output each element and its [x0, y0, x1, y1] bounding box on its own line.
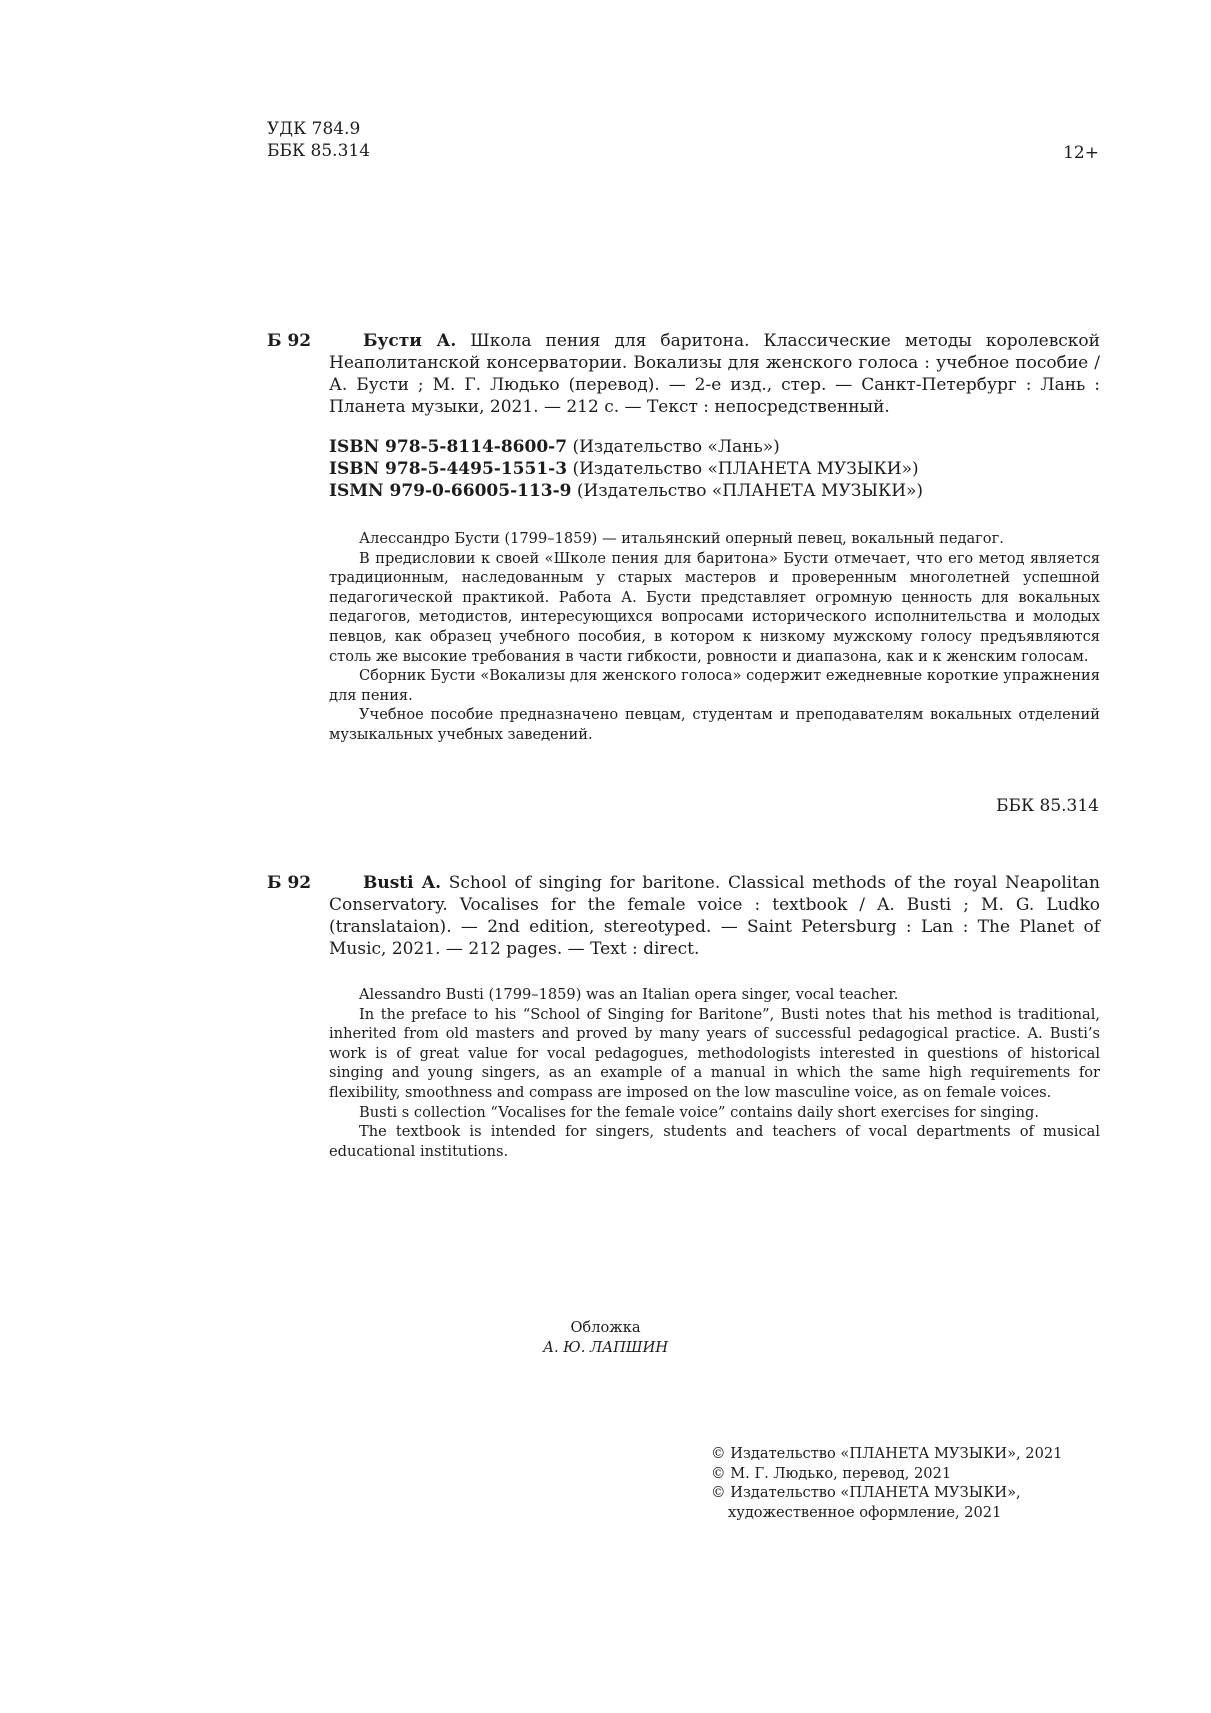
cover-designer: А. Ю. ЛАПШИН: [542, 1338, 669, 1356]
udk-code: УДК 784.9: [267, 119, 361, 139]
bibliographic-record-ru: [329, 330, 1100, 418]
annotation-en: [329, 985, 1100, 1161]
identifier-row: [329, 458, 1100, 480]
annotation-paragraph: In the preface to his “School of Singing for Baritone”, Busti notes that his method is traditional, inherited from old masters and proved by many years of successful pedagogical practice. A. Busti’s work is of great value for vocal pedagogues, methodologists interested in questions of historical singing and young singers, as an example of a manual in which the same high requirements for flexibility, smoothness and compass are imposed on the low masculine voice, as on female voices.: [329, 1005, 1100, 1101]
bibliographic-record-en: [329, 872, 1100, 960]
identifier-row: [329, 480, 1100, 502]
isbn-publisher: (Издательство «ПЛАНЕТА МУЗЫКИ»): [572, 459, 919, 479]
isbn-code: ISBN 978-5-4495-1551-3: [329, 459, 568, 479]
isbn-code: ISBN 978-5-8114-8600-7: [329, 437, 568, 457]
isbn-publisher: (Издательство «Лань»): [572, 437, 780, 457]
author-name-en: Busti A.: [363, 873, 441, 893]
annotation-paragraph: Алессандро Бусти (1799–1859) — итальянский оперный певец, вокальный педагог.: [359, 530, 1004, 547]
annotation-paragraph: Busti s collection “Vocalises for the female voice” contains daily short exercises for singing.: [359, 1103, 1040, 1121]
identifier-list: [329, 436, 1100, 502]
bibliographic-description-ru: Школа пения для баритона. Классические методы королевской Неаполитанской консерватории. Вокализы для женского голоса : учебное пособие / А. Бусти ; М. Г. Людько (перевод). — 2-е изд., стер. — Санкт-Петербург : Лань : Планета музыки, 2021. — 212 с. — Текст : непосредственный.: [329, 331, 1100, 417]
cover-credit: [0, 1318, 1211, 1357]
copyright-line: © Издательство «ПЛАНЕТА МУЗЫКИ», художественное оформление, 2021: [711, 1484, 1021, 1521]
copyright-line: © Издательство «ПЛАНЕТА МУЗЫКИ», 2021: [711, 1445, 1063, 1462]
author-sign-en: Б 92: [267, 873, 312, 893]
bbk-code: ББК 85.314: [267, 141, 371, 161]
ismn-code: ISMN 979-0-66005-113-9: [329, 481, 572, 501]
bbk-code-bottom: ББК 85.314: [995, 796, 1099, 816]
annotation-paragraph: Alessandro Busti (1799–1859) was an Italian opera singer, vocal teacher.: [359, 986, 899, 1003]
cover-label: Обложка: [570, 1319, 641, 1336]
annotation-ru: [329, 529, 1100, 745]
ismn-publisher: (Издательство «ПЛАНЕТА МУЗЫКИ»): [576, 481, 924, 501]
author-sign-ru: Б 92: [267, 331, 312, 351]
author-name-ru: Бусти А.: [363, 331, 457, 351]
copyright-notices: [711, 1444, 1100, 1522]
classification-codes: [267, 118, 370, 162]
annotation-paragraph: The textbook is intended for singers, students and teachers of vocal departments of musical educational institutions.: [329, 1123, 1100, 1160]
identifier-row: [329, 436, 1100, 458]
bibliographic-description-en: School of singing for baritone. Classical methods of the royal Neapolitan Conservatory. Vocalises for the female voice : textbook / A. Busti ; M. G. Ludko (translataion). — 2nd edition, stereotyped. — Saint Petersburg : Lan : The Planet of Music, 2021. — 212 pages. — Text : direct.: [329, 873, 1100, 959]
annotation-paragraph: Учебное пособие предназначено певцам, студентам и преподавателям вокальных отделений музыкальных учебных заведений.: [329, 706, 1100, 743]
annotation-paragraph: В предисловии к своей «Школе пения для баритона» Бусти отмечает, что его метод является традиционным, наследованным у старых мастеров и проверенным многолетней успешной педагогической практикой. Работа А. Бусти представляет огромную ценность для вокальных педагогов, методистов, интересующихся вопросами исторического исполнительства и молодых певцов, как образец учебного пособия, в котором к низкому мужскому голосу предъявляются столь же высокие требования в части гибкости, ровности и диапазона, как и к женским голосам.: [329, 549, 1100, 665]
copyright-line: © М. Г. Людько, перевод, 2021: [711, 1464, 952, 1482]
annotation-paragraph: Сборник Бусти «Вокализы для женского голоса» содержит ежедневные короткие упражнения для пения.: [329, 667, 1100, 704]
age-rating: 12+: [1063, 143, 1099, 163]
